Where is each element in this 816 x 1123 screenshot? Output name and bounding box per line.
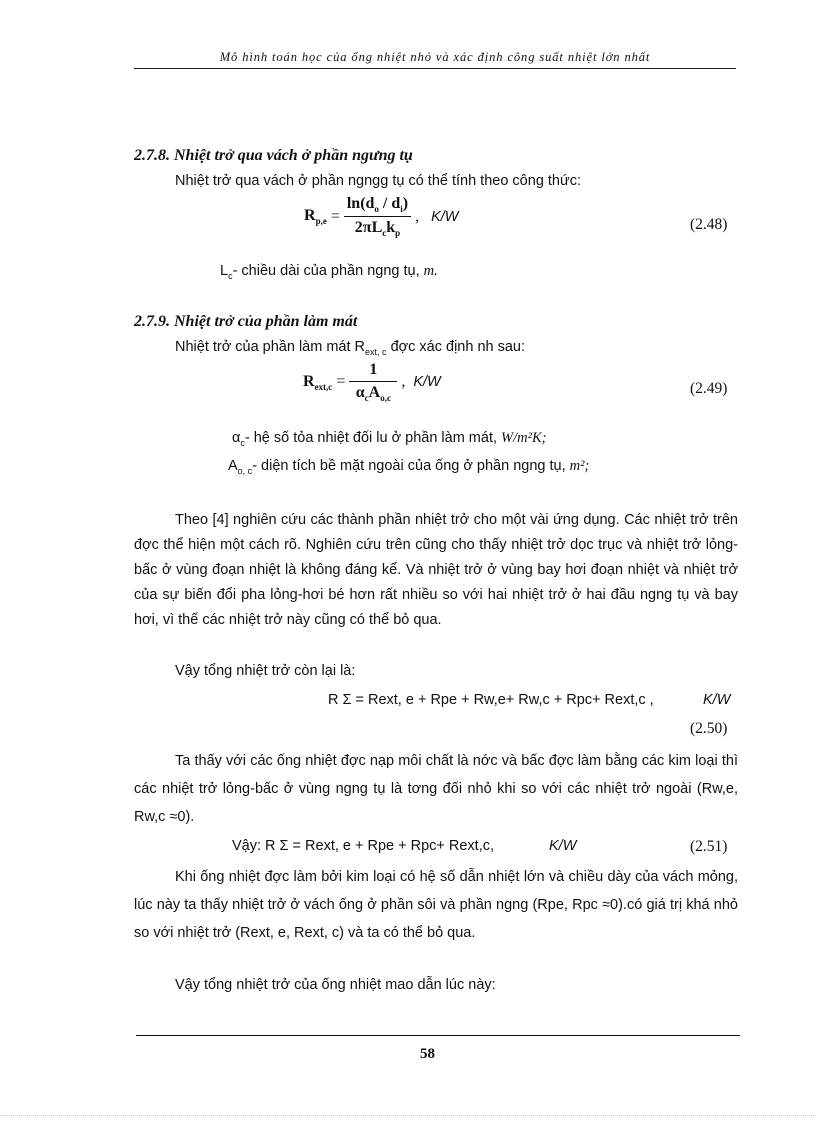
paragraph-5: Vậy tổng nhiệt trở của ống nhiệt mao dẫn lúc này: — [175, 977, 496, 993]
equation-number-2-49: (2.49) — [690, 380, 728, 397]
page-edge-dotted-line — [0, 1115, 816, 1116]
equation-2-50-unit: K/W — [703, 692, 731, 708]
equation-2-51: Vậy: R Σ = Rext, e + Rpe + Rpc+ Rext,c, — [232, 838, 495, 854]
paragraph-1: Theo [4] nghiên cứu các thành phần nhiệt trở cho một vài ứng dụng. Các nhiệt trở trên đợc thể hiện một cách rõ. Nghiên cứu trên cũng cho thấy nhiệt trở dọc trục và nhiệt trở lỏng-bấc ở vùng đoạn nhiệt là không đáng kể. Và nhiệt trở ở vùng bay hơi đoạn nhiệt và nhiệt trở của sự biến đổi pha lỏng-hơi bé hơn rất nhiều so với hai nhiệt trở ở hai đầu ngng tụ và bay hơi, vì thế các nhiệt trở này cũng có thể bỏ qua. — [134, 512, 738, 628]
paragraph-3: Ta thấy với các ống nhiệt đợc nạp môi chất là nớc và bấc đợc làm bằng các kim loại thì các nhiệt trở lỏng-bấc ở vùng ngng tụ là tơng đối nhỏ khi so với các nhiệt trở ngoài (Rw,e, Rw,c ≈0). — [134, 753, 738, 825]
eq-lhs: $R_{p,e}$ — [304, 207, 327, 227]
section-heading-2-7-9: 2.7.9. Nhiệt trở của phần làm mát — [134, 313, 358, 330]
equation-2-49: $R_{ext,c}$ = $\frac{1}{\alpha_cA_{o,c}}$ , K/W — [303, 361, 441, 404]
paragraph-4: Khi ống nhiệt đợc làm bởi kim loại có hệ số dẫn nhiệt lớn và chiều dày của vách mỏng, lúc này ta thấy nhiệt trở ở vách ống ở phần sôi và phần ngng (Rpe, Rpc ≈0).có giá trị khá nhỏ so với nhiệt trở (Rext, e, Rext, c) và ta có thể bỏ qua. — [134, 869, 738, 941]
eq-unit: K/W — [431, 208, 459, 225]
footer-rule — [136, 1035, 740, 1036]
equation-2-50: R Σ = Rext, e + Rpe + Rw,e+ Rw,c + Rpc+ Rext,c , — [328, 692, 654, 708]
definition-alpha-c: $\alpha_c-$ hệ số tỏa nhiệt đối lu ở phần làm mát, W/m²K; — [232, 430, 547, 448]
running-header: Mô hình toán học của ống nhiệt nhỏ và xác định công suất nhiệt lớn nhất — [219, 50, 651, 64]
header-rule — [134, 68, 736, 69]
eq-fraction: $\frac{1}{\alpha_cA_{o,c}}$ — [349, 361, 397, 403]
equation-2-48: $R_{p,e}$ = $\frac{\ln(d_o / d_i)}{2\pi L_ck_p}$ , K/W — [304, 195, 459, 239]
equation-2-51-unit: K/W — [549, 838, 577, 854]
equation-number-2-51: (2.51) — [690, 838, 728, 855]
eq-lhs: $R_{ext,c}$ — [303, 372, 333, 392]
definition-Aoc: $A_{o, c}-$ diện tích bề mặt ngoài của ống ở phần ngng tụ, m²; — [228, 458, 590, 476]
definition-Lc: $L_c-$ chiều dài của phần ngng tụ, m. — [220, 263, 438, 281]
section-intro-2-7-9: Nhiệt trở của phần làm mát $R_{ext, c}$ đợc xác định nh sau: — [175, 339, 526, 357]
section-intro-2-7-8: Nhiệt trở qua vách ở phần ngngg tụ có thể tính theo công thức: — [175, 173, 581, 189]
eq-unit: K/W — [413, 374, 441, 391]
paragraph-2: Vậy tổng nhiệt trở còn lại là: — [175, 663, 356, 679]
section-heading-2-7-8: 2.7.8. Nhiệt trở qua vách ở phần ngưng tụ — [134, 147, 413, 164]
equation-number-2-50: (2.50) — [690, 720, 728, 737]
eq-fraction: $\frac{\ln(d_o / d_i)}{2\pi L_ck_p}$ — [344, 195, 411, 238]
page-number: 58 — [420, 1046, 435, 1062]
equation-number-2-48: (2.48) — [690, 216, 728, 233]
